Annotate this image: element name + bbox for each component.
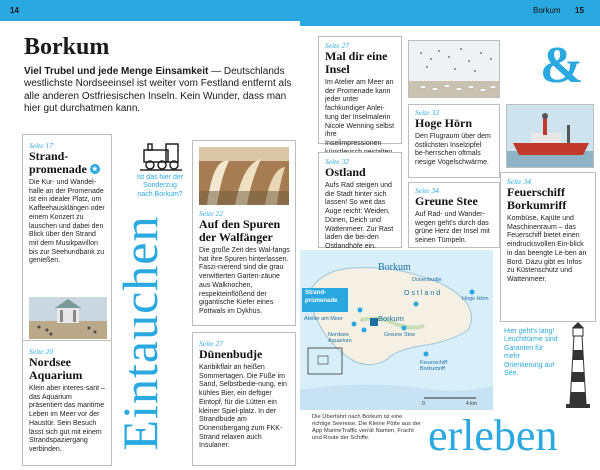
photo-musikpavillon — [29, 297, 107, 339]
box-text: Die Kur- und Wandel-halle an der Promenade ist ein idealer Platz, um Kaffeehausklängen oder einem Konzert zu lauschen und dabei den Blick über den Strand mit dem Musikpavillon bis zur Seehundbank zu genießen. — [29, 179, 105, 265]
box-nordsee-aquarium — [22, 340, 112, 466]
map-label-feuerschiff: Feuerschiff Borkumriff — [420, 360, 448, 372]
page-title: Borkum — [24, 34, 110, 60]
page-ref: Seite 33 — [415, 108, 439, 117]
map-scale-start: 0 — [422, 401, 425, 407]
map-scale-end: 4 km — [466, 401, 477, 407]
page-ref: Seite 17 — [29, 141, 53, 150]
box-strandpromenade — [22, 134, 112, 344]
map-graphic — [300, 250, 493, 410]
box-text: Klein aber interes-sant – das Aquarium präsentiert das maritime Leben im Meer vor der Haustür. Sein Besuch lässt sich gut mit einem Strandspaziergang verbinden. — [29, 385, 105, 453]
map-label-ostland: Ostland — [404, 290, 443, 297]
page-ref: Seite 34 — [507, 177, 531, 186]
box-title: Greune Stee — [415, 194, 478, 208]
map-label-greune-stee: Greune Stee — [384, 332, 416, 338]
page-ref: Seite 20 — [29, 347, 53, 356]
box-text: Den Flugraum über dem östlichsten Inselzipfel be-herrschen oftmals riesige Vogelschwärme. — [415, 133, 491, 167]
page-number-left: 14 — [10, 6, 19, 15]
page-ref: Seite 32 — [325, 157, 349, 166]
box-duenenbudje — [192, 332, 296, 466]
map-caption: Die Überfahrt nach Borkum ist eine richtige Seereise. Die Kleine Pötte aus der App MarineTraffic verrät Namen, Fracht und Route der Schiffe. — [312, 414, 421, 441]
box-feuerschiff — [500, 172, 596, 322]
box-text: Die große Zeit des Wal-fangs hat ihre Spuren hinterlassen. Faszi-nierend sind die grau verwitterten Garten-zäune aus Walknochen, respekteinflößend der gigantische Kiefer eines Pottwals im Dykhus. — [199, 247, 290, 315]
box-text: Aufs Rad steigen und die Stadt hinter sich lassen! So weit das Auge reicht: Weiden, Dünen, Deich und Wattenmeer. Zur Rast laden die bei-den Ostlandhöfe ein. — [325, 182, 394, 250]
box-text: Karibikflair an heißen Sommertagen. Die Füße im Sand, Selbstbedie-nung, ein kühles Bier, ein deftiger Eintopf, für die Lütten ein kleiner Spiel-platz. In der Strandbude am Dünenübergang zum FKK-Strand relaxen auch Insulaner. — [199, 364, 287, 450]
photo-feuerschiff — [506, 104, 594, 168]
page-ref: Seite 27 — [199, 339, 223, 348]
lighthouse-illustration — [560, 320, 596, 412]
ampersand-heading: & — [540, 37, 584, 94]
train-illustration — [136, 140, 186, 172]
vertical-heading-text: Eintauchen — [112, 215, 168, 450]
intro-lead: Viel Trubel und jede Menge Einsamkeit — [24, 66, 209, 77]
page-ref: Seite 34 — [415, 186, 439, 195]
box-title: Nordsee Aquarium — [29, 355, 83, 382]
page-ref: Seite 27 — [325, 41, 349, 50]
box-hoge-hoern — [408, 104, 500, 178]
map-label-borkum-town: Borkum — [378, 314, 404, 323]
box-greune-stee — [408, 182, 500, 248]
box-mal-dir-eine-insel — [318, 36, 402, 147]
map-title: Borkum — [378, 262, 411, 273]
chapter-title: Borkum — [533, 6, 561, 15]
box-walfaenger — [192, 140, 296, 326]
box-title: Dünenbudje — [199, 347, 263, 361]
box-title: Hoge Hörn — [415, 116, 472, 130]
box-title — [29, 150, 105, 176]
map-label-atelier: Atelier am Meer — [304, 316, 343, 322]
photo-vogelschwarm — [408, 40, 500, 98]
note-sonderzug: Ist das hier der Sonderzug nach Borkum? — [136, 174, 184, 198]
star-icon: ★ — [91, 165, 98, 173]
box-text: Kombüse, Kajüte und Maschinenraum – das Feuerschiff bietet einen eindrucksvollen Ein-blick in das beengte Le-ben an Bord. Dazu gibt es Infos zu Küstenschutz und Wattenmeer. — [507, 215, 587, 283]
intro-paragraph — [24, 66, 296, 116]
map-label-hoge-hoern: Hoge Hörn — [462, 296, 489, 302]
page-ref: Seite 22 — [199, 209, 223, 218]
note-leuchttuerme: Hier geht's lang! Leuchttürme sind Garanten für mehr Orientierung auf See. — [504, 328, 558, 378]
box-title: Feuerschiff Borkumriff — [507, 185, 567, 212]
vertical-heading — [112, 200, 168, 465]
page-number-right: 15 — [575, 6, 584, 15]
intro-text: — Deutschlands westlichste Nordseeinsel ist weiter vom Festland entfernt als alle anderen Ostfriesischen Inseln. Kein Wunder, dass man hier gut durchatmen kann. — [24, 66, 292, 115]
map-label-duenenbudje: Dünenbudje — [412, 277, 442, 283]
island-map — [300, 250, 493, 410]
box-title: Ostland — [325, 165, 366, 179]
box-title: Mal dir eine Insel — [325, 49, 388, 76]
box-text: Auf Rad- und Wander-wegen geht's durch das grüne Herz der Insel mit seinen Tümpeln. — [415, 211, 490, 245]
photo-walknochen — [199, 147, 289, 205]
box-text: Im Atelier am Meer an der Promenade kann jeder unter fachkundiger Anlei-tung der Inselmalerin Nicole Wenning selbst ihre Inselimpressionen — [325, 79, 395, 147]
box-ostland — [318, 152, 402, 248]
top-bar — [0, 0, 600, 26]
top-bar-left — [0, 0, 300, 26]
map-label-strandpromenade: Strand-promenade — [302, 288, 348, 312]
box-title-text: Strand-promenade — [29, 149, 87, 176]
box-title: Auf den Spuren der Walfänger — [199, 217, 281, 244]
footer-heading: erleben — [428, 411, 558, 460]
map-label-aquarium: Nordsee Aquarium — [328, 332, 352, 344]
